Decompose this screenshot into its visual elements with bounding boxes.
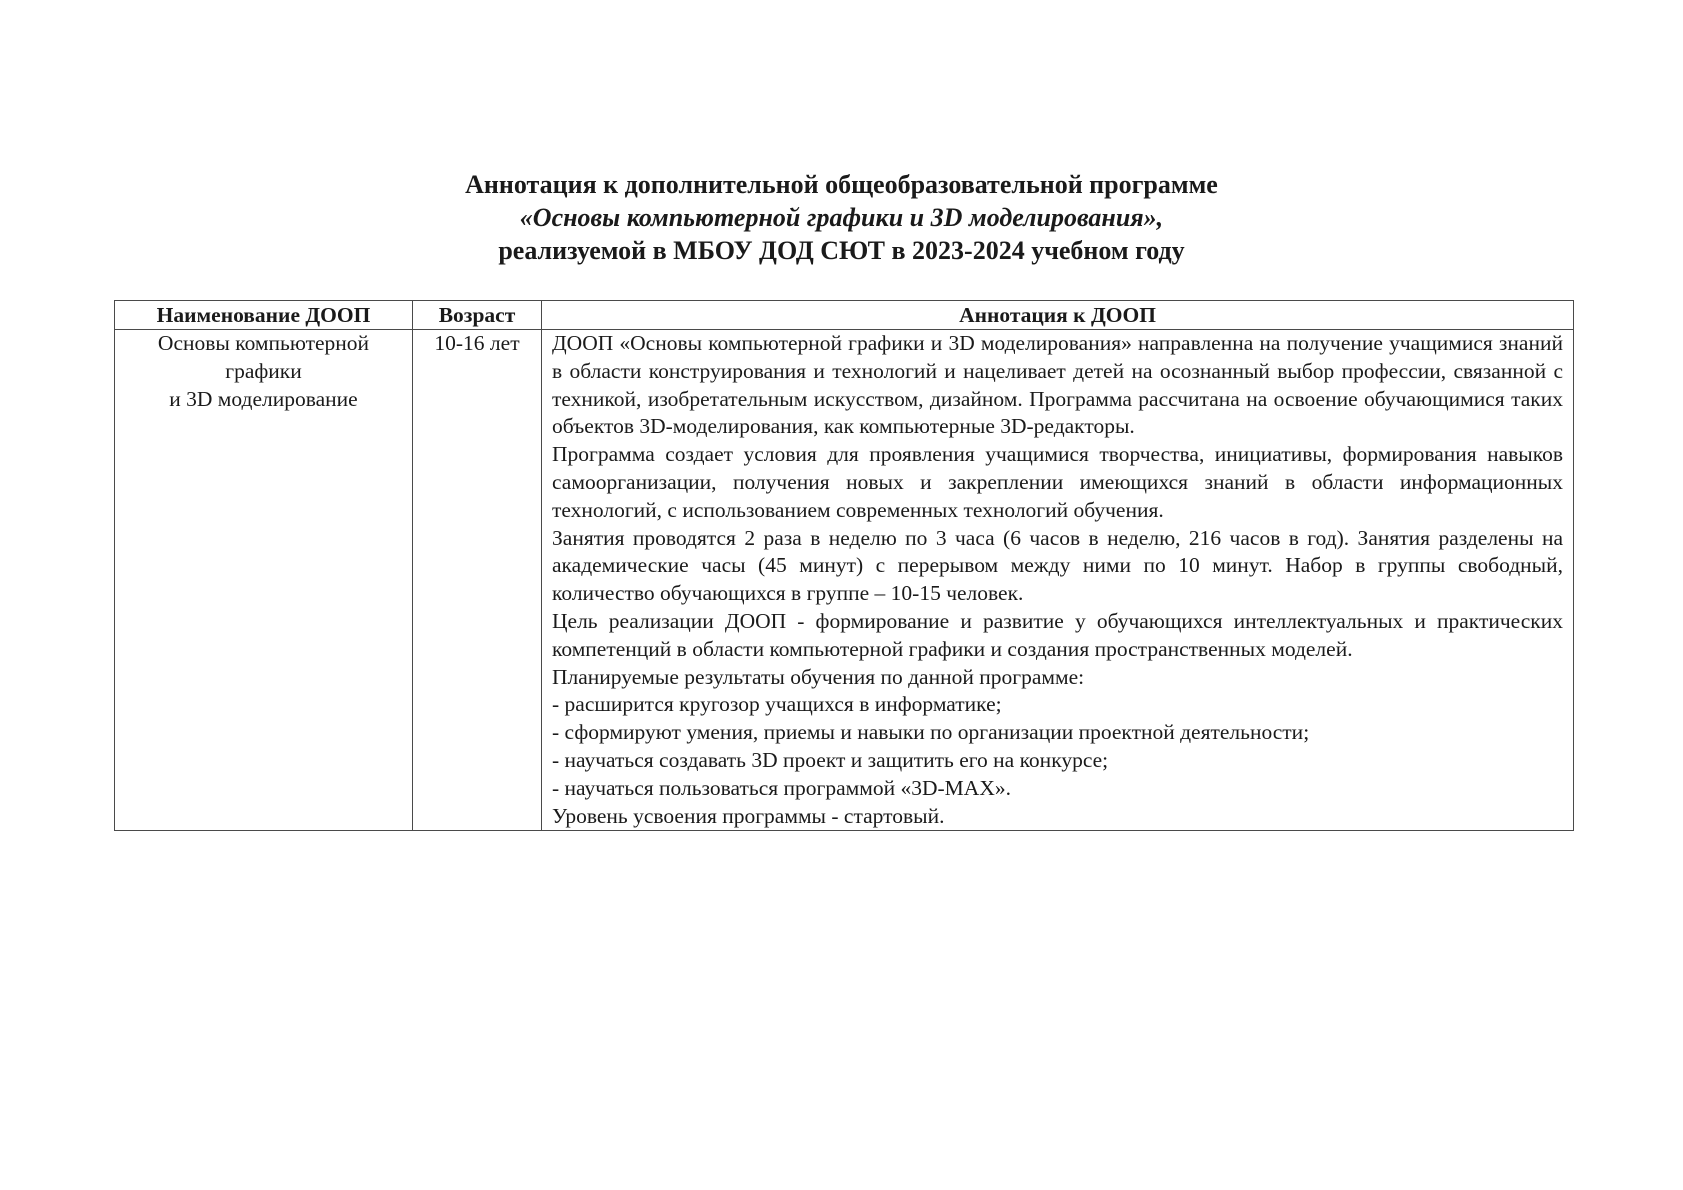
program-name-line: и 3D моделирование	[169, 386, 358, 411]
annotation-paragraph: ДООП «Основы компьютерной графики и 3D моделирования» направленна на получение учащимися знаний в области конструирования и технологий и нацеливает детей на осознанный выбор профессии, связанной с техникой, изобретательным искусством, дизайном. Программа рассчитана на освоение обучающимися таких объектов 3D-моделирования, как компьютерные 3D-редакторы.	[552, 331, 1563, 439]
column-header-age: Возраст	[413, 301, 542, 330]
column-header-name: Наименование ДООП	[115, 301, 413, 330]
age-cell: 10-16 лет	[413, 330, 542, 831]
annotation-table	[114, 300, 1574, 831]
annotation-cell	[542, 330, 1574, 831]
result-item: - расширится кругозор учащихся в информатике;	[552, 692, 1002, 717]
program-name-line: Основы компьютерной	[157, 331, 370, 355]
title-line-2-program-name: «Основы компьютерной графики и 3D моделирования»,	[519, 203, 1164, 232]
result-item: - сформируют умения, приемы и навыки по организации проектной деятельности;	[552, 720, 1310, 745]
document-title	[0, 168, 1683, 267]
table-header-row	[115, 301, 1574, 330]
result-item: - научаться создавать 3D проект и защитить его на конкурсе;	[552, 747, 1109, 772]
result-item: - научаться пользоваться программой «3D-MAX».	[552, 775, 1011, 800]
table-row	[115, 330, 1574, 831]
annotation-paragraph: Цель реализации ДООП - формирование и развитие у обучающихся интеллектуальных и практических компетенций в области компьютерной графики и создания пространственных моделей.	[552, 608, 1563, 661]
program-name-cell	[115, 330, 413, 831]
column-header-annotation: Аннотация к ДООП	[542, 301, 1574, 330]
annotation-paragraph: Занятия проводятся 2 раза в неделю по 3 часа (6 часов в неделю, 216 часов в год). Занятия разделены на академические часы (45 минут) с перерывом между ними по 10 минут. Набор в группы свободный, количество обучающихся в группе – 10-15 человек.	[552, 525, 1563, 606]
program-name-line: графики	[225, 358, 302, 383]
title-line-1: Аннотация к дополнительной общеобразовательной программе	[465, 170, 1218, 199]
results-intro: Планируемые результаты обучения по данной программе:	[552, 664, 1085, 689]
title-line-3: реализуемой в МБОУ ДОД СЮТ в 2023-2024 учебном году	[498, 236, 1185, 265]
program-level: Уровень усвоения программы - стартовый.	[552, 803, 945, 828]
annotation-paragraph: Программа создает условия для проявления учащимися творчества, инициативы, формирования навыков самоорганизации, получения новых и закреплении имеющихся знаний в области информационных технологий, с использованием современных технологий обучения.	[552, 442, 1563, 522]
